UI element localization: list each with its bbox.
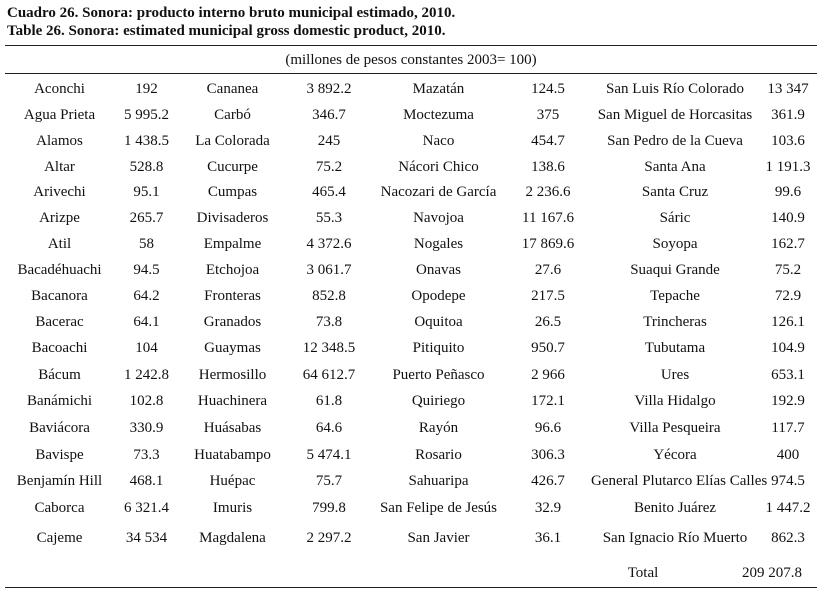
municipality-name: Pitiquito <box>412 340 465 356</box>
municipality-name: Opodepe <box>411 287 466 304</box>
municipality-name: Benito Juárez <box>633 499 717 516</box>
gdp-value: 3 061.7 <box>306 261 352 278</box>
municipality-name: Baviácora <box>29 420 90 436</box>
gdp-value: 124.5 <box>531 81 565 97</box>
municipality-name: Bácum <box>38 366 81 383</box>
gdp-value: 862.3 <box>771 530 805 546</box>
table-row <box>5 362 817 388</box>
municipality-name: Huépac <box>209 473 256 489</box>
gdp-value: 32.9 <box>534 499 562 516</box>
municipality-name: Santa Ana <box>644 158 706 175</box>
gdp-value: 465.4 <box>312 184 346 200</box>
municipality-name: Alamos <box>36 133 83 149</box>
gdp-value: 73.3 <box>133 447 160 463</box>
municipality-name: Arivechi <box>33 184 86 200</box>
total-label: Total <box>627 565 659 581</box>
gdp-value: 64 612.7 <box>302 366 356 383</box>
table-row <box>5 231 817 257</box>
table-row <box>5 129 817 154</box>
municipality-name: Cumpas <box>207 184 258 200</box>
gdp-value: 799.8 <box>312 499 346 516</box>
table-row <box>5 205 817 231</box>
gdp-value: 138.6 <box>531 158 565 175</box>
table-row <box>5 309 817 335</box>
gdp-value: 140.9 <box>771 209 805 226</box>
municipality-name: San Javier <box>407 530 470 546</box>
gdp-value: 75.2 <box>774 261 802 278</box>
gdp-value: 1 191.3 <box>765 158 811 175</box>
gdp-value: 96.6 <box>534 420 562 436</box>
gdp-value: 375 <box>536 107 560 123</box>
gdp-value: 126.1 <box>771 313 805 330</box>
gdp-value: 2 236.6 <box>525 184 571 200</box>
gdp-value: 95.1 <box>133 184 160 200</box>
table-row <box>5 335 817 362</box>
gdp-value: 950.7 <box>531 340 565 356</box>
gdp-value: 468.1 <box>129 473 164 489</box>
table-row <box>5 283 817 309</box>
gdp-value: 426.7 <box>531 473 565 489</box>
title-spanish: Cuadro 26. Sonora: producto interno bruto municipal estimado, 2010. <box>7 5 456 21</box>
table-row <box>5 494 817 522</box>
municipality-name: Agua Prieta <box>23 107 96 123</box>
municipality-name: Huachinera <box>197 393 268 409</box>
table-row <box>5 102 817 129</box>
gdp-value: 400 <box>776 447 800 463</box>
gdp-value: 58 <box>139 235 154 252</box>
municipality-name: Aconchi <box>34 81 85 97</box>
gdp-value: 11 167.6 <box>522 209 574 226</box>
table-row <box>5 77 817 102</box>
gdp-value: 34 534 <box>125 530 168 546</box>
gdp-value: 36.1 <box>534 530 562 546</box>
municipality-name: Arizpe <box>39 209 80 226</box>
gdp-value: 27.6 <box>534 261 562 278</box>
municipality-name: Hermosillo <box>198 366 267 383</box>
municipality-name: Sáric <box>659 209 691 226</box>
gdp-value: 192.9 <box>771 393 805 409</box>
municipality-name: Oquitoa <box>414 313 463 330</box>
municipality-name: Huásabas <box>203 420 262 436</box>
municipality-name: Santa Cruz <box>641 184 709 200</box>
municipality-name: Villa Hidalgo <box>634 393 716 409</box>
gdp-value: 361.9 <box>771 107 805 123</box>
gdp-value: 117.7 <box>771 420 805 436</box>
municipality-name: Imuris <box>212 499 253 516</box>
municipality-name: Naco <box>422 133 455 149</box>
gdp-value: 162.7 <box>771 235 805 252</box>
gdp-value: 974.5 <box>771 473 805 489</box>
municipality-name: Banámichi <box>27 393 92 409</box>
municipality-name: Bacerac <box>35 313 84 330</box>
table-body <box>5 77 817 555</box>
municipality-name: Cucurpe <box>207 158 258 175</box>
gdp-value: 330.9 <box>129 420 164 436</box>
municipality-name: San Pedro de la Cueva <box>607 133 743 149</box>
gdp-value: 12 348.5 <box>302 340 356 356</box>
gdp-value: 192 <box>135 81 158 97</box>
gdp-value: 104 <box>135 340 158 356</box>
gdp-value: 265.7 <box>129 209 164 226</box>
gdp-value: 72.9 <box>774 287 802 304</box>
municipality-name: Caborca <box>34 499 85 516</box>
gdp-value: 64.2 <box>133 287 160 304</box>
municipality-name: Tubutama <box>644 340 706 356</box>
total-row <box>5 565 817 585</box>
municipality-name: San Ignacio Río Muerto <box>602 530 748 546</box>
municipality-name: Cajeme <box>36 530 83 546</box>
gdp-value: 26.5 <box>534 313 562 330</box>
gdp-value: 6 321.4 <box>124 499 169 516</box>
municipality-name: Nacozari de García <box>380 184 497 200</box>
municipality-name: Navojoa <box>413 209 464 226</box>
municipality-name: Sahuaripa <box>408 473 469 489</box>
municipality-name: Onavas <box>416 261 461 278</box>
municipality-name: Ures <box>660 366 690 383</box>
municipality-name: Altar <box>44 158 75 175</box>
gdp-value: 346.7 <box>312 107 346 123</box>
municipality-name: Suaqui Grande <box>630 261 720 278</box>
title-english: Table 26. Sonora: estimated municipal gross domestic product, 2010. <box>7 23 446 39</box>
table-row <box>5 469 817 494</box>
municipality-name: Nogales <box>413 235 464 252</box>
gdp-value: 3 892.2 <box>306 81 352 97</box>
gdp-value: 2 966 <box>531 366 565 383</box>
top-rule <box>5 45 817 46</box>
gdp-value: 217.5 <box>531 287 565 304</box>
gdp-value: 245 <box>317 133 341 149</box>
gdp-value: 61.8 <box>315 393 343 409</box>
municipality-name: Huatabampo <box>194 447 271 463</box>
municipality-name: Rayón <box>418 420 459 436</box>
gdp-value: 528.8 <box>129 158 164 175</box>
municipality-name: Atil <box>47 235 72 252</box>
municipality-name: Rosario <box>415 447 462 463</box>
gdp-value: 103.6 <box>771 133 805 149</box>
table-row <box>5 415 817 442</box>
bottom-rule <box>5 587 817 588</box>
gdp-value: 73.8 <box>315 313 343 330</box>
gdp-value: 102.8 <box>129 393 164 409</box>
gdp-value: 64.1 <box>133 313 160 330</box>
units-note: (millones de pesos constantes 2003= 100) <box>285 52 537 68</box>
gdp-value: 306.3 <box>531 447 565 463</box>
municipality-name: Puerto Peñasco <box>392 366 485 383</box>
table-caption <box>7 4 455 40</box>
gdp-value: 94.5 <box>133 261 160 278</box>
municipality-name: Soyopa <box>652 235 698 252</box>
municipality-name: Quiriego <box>411 393 466 409</box>
header-rule <box>5 73 817 74</box>
municipality-name: Bacadéhuachi <box>17 261 102 278</box>
gdp-value: 2 297.2 <box>306 530 352 546</box>
gdp-value: 104.9 <box>771 340 805 356</box>
gdp-value: 64.6 <box>315 420 343 436</box>
municipality-name: Mazatán <box>412 81 465 97</box>
table-row <box>5 442 817 469</box>
gdp-value: 1 438.5 <box>124 133 169 149</box>
gdp-table <box>5 77 817 555</box>
municipality-name: San Miguel de Horcasitas <box>597 107 753 123</box>
municipality-name: Bavispe <box>35 447 84 463</box>
municipality-name: Villa Pesqueira <box>629 420 721 436</box>
municipality-name: Bacoachi <box>31 340 88 356</box>
gdp-value: 75.7 <box>315 473 343 489</box>
municipality-name: San Felipe de Jesús <box>379 499 498 516</box>
gdp-value: 5 995.2 <box>124 107 169 123</box>
gdp-value: 55.3 <box>315 209 343 226</box>
municipality-name: Etchojoa <box>205 261 260 278</box>
gdp-value: 1 447.2 <box>765 499 811 516</box>
municipality-name: Nácori Chico <box>398 158 479 175</box>
municipality-name: Carbó <box>214 107 251 123</box>
municipality-name: La Colorada <box>195 133 270 149</box>
table-row <box>5 388 817 415</box>
gdp-value: 13 347 <box>767 81 809 97</box>
table-row <box>5 257 817 283</box>
gdp-value: 99.6 <box>774 184 802 200</box>
municipality-name: Granados <box>203 313 262 330</box>
municipality-name: Yécora <box>653 447 697 463</box>
gdp-value: 75.2 <box>315 158 343 175</box>
gdp-value: 852.8 <box>312 287 346 304</box>
municipality-name: Fronteras <box>204 287 261 304</box>
municipality-name: Trincheras <box>643 313 707 330</box>
municipality-name: Bacanora <box>31 287 88 304</box>
gdp-value: 1 242.8 <box>124 366 169 383</box>
gdp-value: 5 474.1 <box>306 447 352 463</box>
municipality-name: Guaymas <box>204 340 261 356</box>
gdp-value: 17 869.6 <box>521 235 575 252</box>
municipality-name: San Luis Río Colorado <box>606 81 744 97</box>
municipality-name: Divisaderos <box>196 209 269 226</box>
table-row <box>5 522 817 555</box>
total-value: 209 207.8 <box>742 565 802 581</box>
municipality-name: General Plutarco Elías Calles <box>591 473 768 489</box>
municipality-name: Empalme <box>203 235 262 252</box>
municipality-name: Benjamín Hill <box>16 473 103 489</box>
gdp-value: 454.7 <box>531 133 565 149</box>
municipality-name: Tepache <box>650 287 700 304</box>
gdp-value: 172.1 <box>531 393 565 409</box>
municipality-name: Moctezuma <box>403 107 474 123</box>
gdp-value: 653.1 <box>771 366 805 383</box>
table-row <box>5 154 817 180</box>
table-row <box>5 180 817 205</box>
municipality-name: Cananea <box>206 81 259 97</box>
municipality-name: Magdalena <box>199 530 266 546</box>
gdp-value: 4 372.6 <box>306 235 352 252</box>
